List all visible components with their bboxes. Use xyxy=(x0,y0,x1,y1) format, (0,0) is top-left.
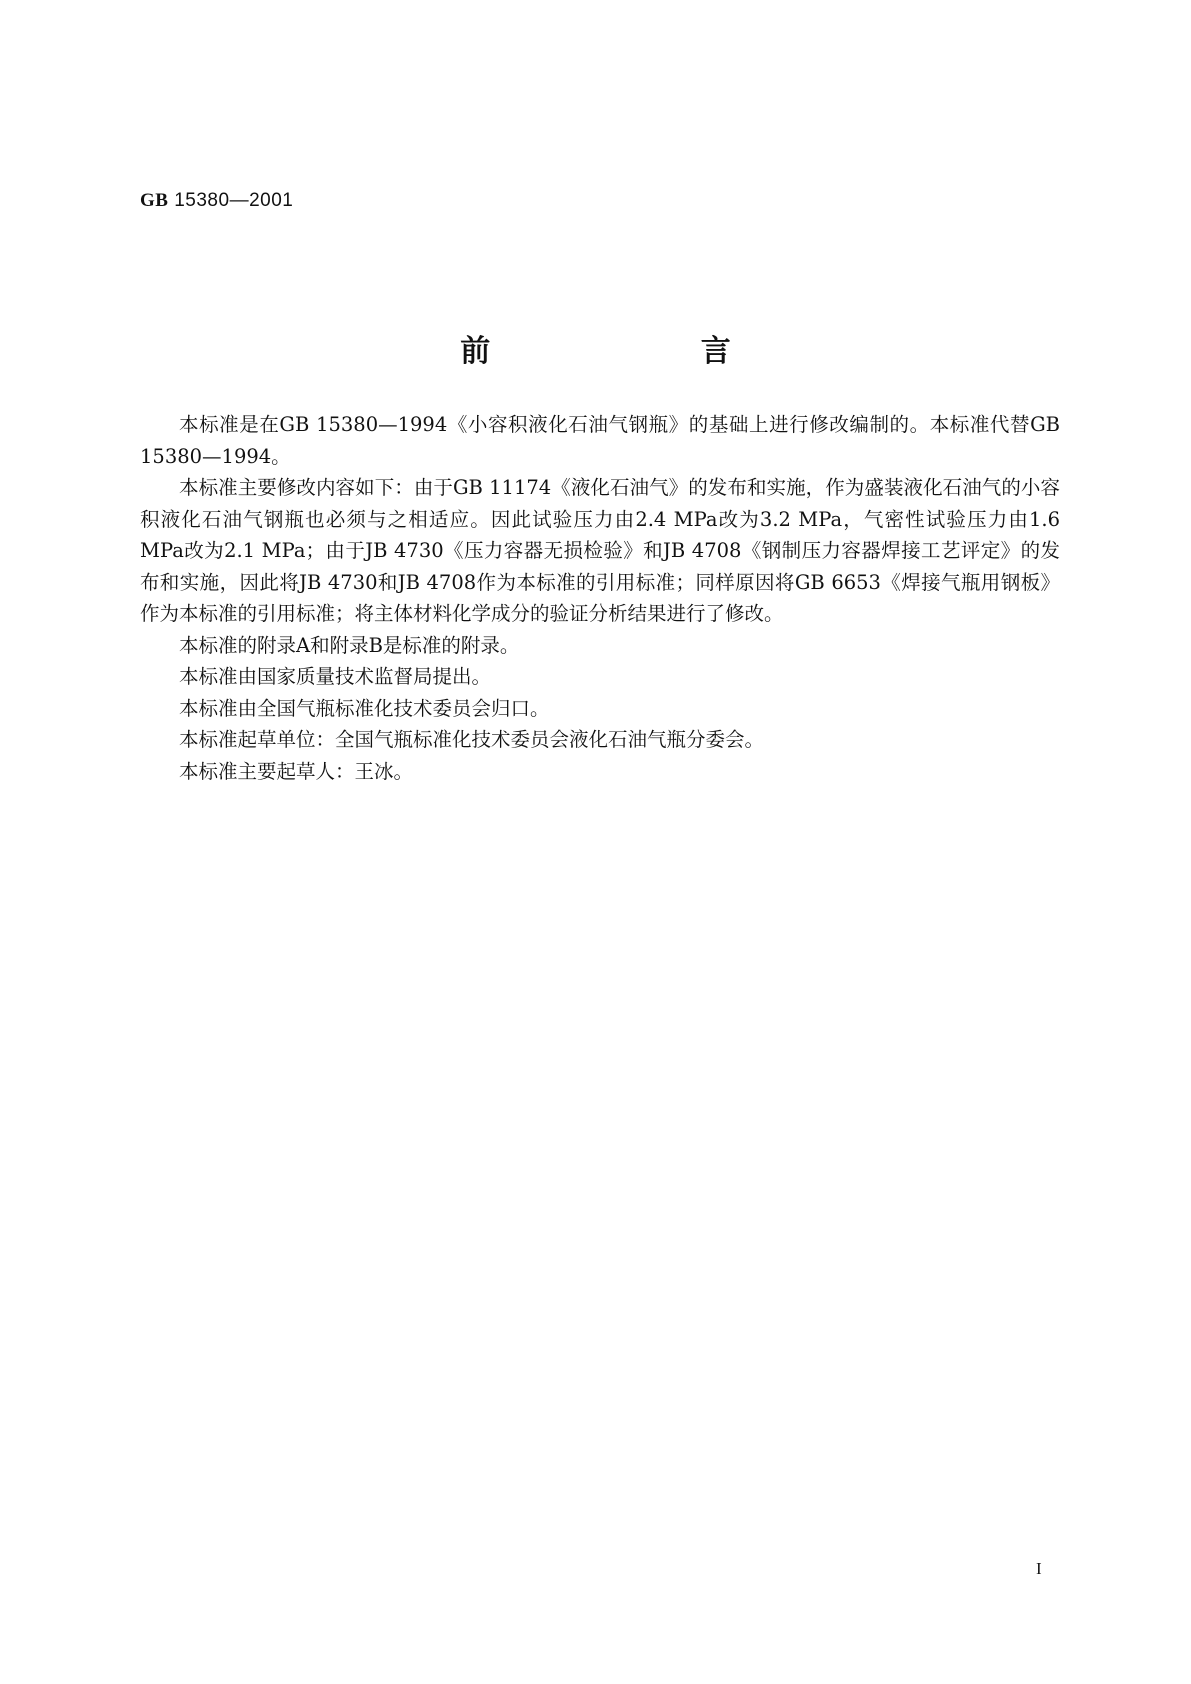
paragraph-replacement: 本标准是在GB 15380—1994《小容积液化石油气钢瓶》的基础上进行修改编制的。本标准代替GB 15380—1994。 xyxy=(140,413,1060,468)
page-number: I xyxy=(1036,1559,1042,1578)
paragraph-changes: 本标准主要修改内容如下：由于GB 11174《液化石油气》的发布和实施，作为盛装液化石油气的小容积液化石油气钢瓶也必须与之相适应。因此试验压力由2.4 MPa改为3.2 MPa，气密性试验压力由1.6 MPa改为2.1 MPa；由于JB 4730《压力容器无损检验》和JB 4708《钢制压力容器焊接工艺评定》的发布和实施，因此将JB 4730和JB 4708作为本标准的引用标准；同样原因将GB 6653《焊接气瓶用钢板》作为本标准的引用标准；将主体材料化学成分的验证分析结果进行了修改。 xyxy=(140,476,1060,625)
page-title: 前 言 xyxy=(460,334,831,369)
standard-number: 15380—2001 xyxy=(174,190,294,211)
foreword-body xyxy=(140,409,1060,787)
paragraph-drafting-unit: 本标准起草单位：全国气瓶标准化技术委员会液化石油气瓶分委会。 xyxy=(179,728,765,751)
paragraph-appendix: 本标准的附录A和附录B是标准的附录。 xyxy=(179,633,520,657)
standard-prefix: GB xyxy=(140,190,169,211)
paragraph-drafter: 本标准主要起草人：王冰。 xyxy=(179,759,414,783)
document-header xyxy=(140,190,293,212)
paragraph-committee: 本标准由全国气瓶标准化技术委员会归口。 xyxy=(179,696,550,720)
paragraph-proposer: 本标准由国家质量技术监督局提出。 xyxy=(179,665,492,688)
